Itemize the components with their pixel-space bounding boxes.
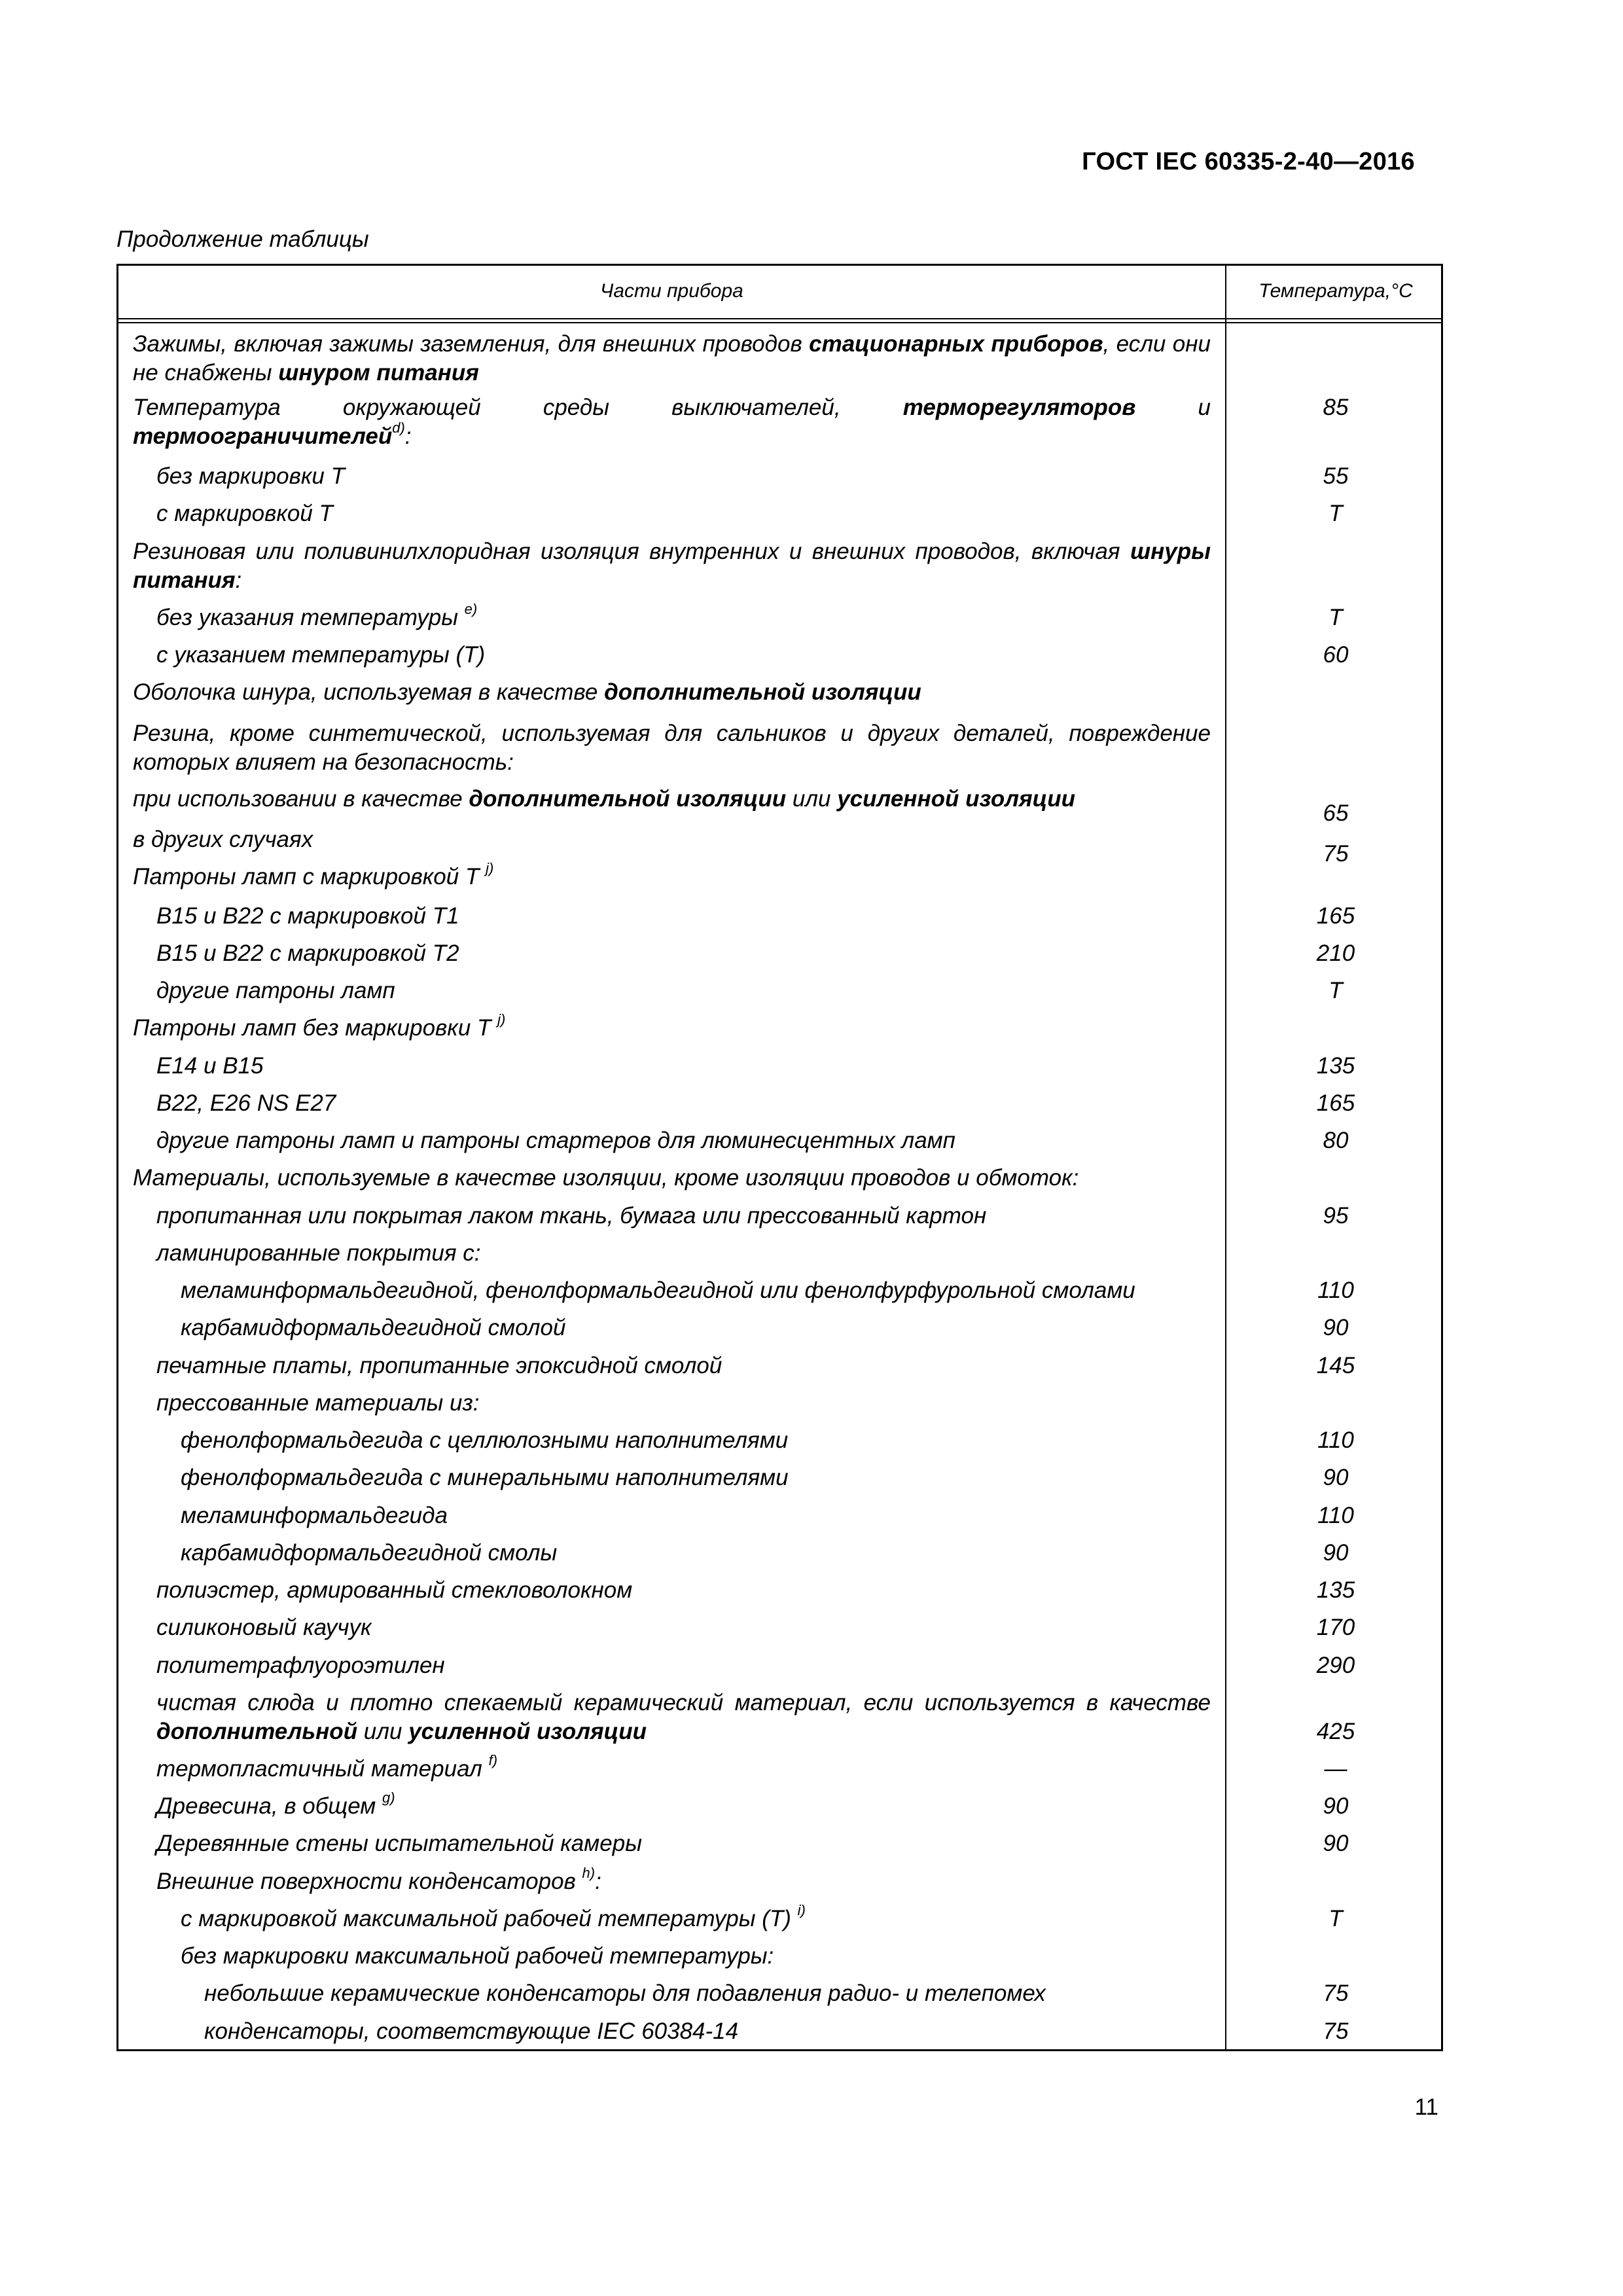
text-segment: B15 и B22 с маркировкой T1: [156, 903, 459, 929]
text-segment: Резиновая или поливинилхлоридная изоляция внутренних и внешних проводов, включая: [133, 539, 1130, 564]
defined-term: дополнительной изоляции: [604, 679, 921, 705]
cell-temperature: 110: [1317, 1427, 1354, 1453]
text-segment: термопластичный материал: [156, 1756, 489, 1782]
cell-temperature: 210: [1316, 941, 1355, 966]
text-segment: Резина, кроме синтетической, используемая для сальников и других деталей, повреждение которых влияет на безопасность:: [133, 721, 1211, 775]
defined-term: терморегуляторов: [902, 395, 1136, 420]
cell-temperature: 290: [1316, 1653, 1355, 1678]
cell-part: [156, 1202, 1211, 1230]
cell-part: [156, 1352, 1211, 1380]
header-divider: [118, 318, 1441, 319]
cell-part: [181, 1463, 1211, 1492]
cell-temperature: 90: [1323, 1465, 1349, 1490]
text-segment: и: [1135, 395, 1211, 420]
text-segment: другие патроны ламп и патроны стартеров для люминесцентных ламп: [156, 1128, 955, 1153]
defined-term: шнуром питания: [278, 360, 479, 386]
cell-part: [133, 1011, 1211, 1043]
text-segment: Зажимы, включая зажимы заземления, для внешних проводов: [133, 331, 810, 357]
text-segment: Деревянные стены испытательной камеры: [156, 1831, 642, 1856]
text-segment: Материалы, используемые в качестве изоляции, кроме изоляции проводов и обмоток:: [133, 1165, 1079, 1191]
cell-part: [156, 462, 1211, 491]
text-segment: без маркировки T: [156, 463, 345, 489]
cell-part: [156, 1752, 1211, 1784]
footnote-ref: j): [497, 1011, 506, 1028]
text-segment: E14 и B15: [156, 1053, 264, 1079]
cell-temperature: 60: [1323, 642, 1349, 668]
cell-temperature: 75: [1323, 841, 1349, 867]
cell-part: [156, 1651, 1211, 1680]
footnote-ref: h): [582, 1865, 596, 1882]
text-segment: меламинформальдегидной, фенолформальдегидной или фенолфурфурольной смолами: [181, 1278, 1135, 1303]
cell-temperature: 145: [1316, 1353, 1355, 1378]
cell-part: [156, 902, 1211, 931]
footnote-ref: j): [486, 860, 494, 877]
text-segment: или: [786, 786, 838, 812]
cell-part: [181, 1942, 1211, 1971]
defined-term: дополнительной изоляции: [469, 786, 787, 812]
footnote-ref: e): [464, 601, 478, 618]
cell-temperature: 75: [1323, 1981, 1349, 2006]
cell-part: [133, 330, 1211, 387]
cell-part: [181, 1539, 1211, 1568]
cell-part: [156, 939, 1211, 968]
cell-part: [156, 1089, 1211, 1118]
footnote-ref: f): [488, 1752, 498, 1769]
defined-term: дополнительной: [156, 1719, 358, 1744]
text-segment: ламинированные покрытия с:: [156, 1240, 481, 1266]
cell-part: [156, 1867, 1211, 1896]
cell-part: [204, 1979, 1211, 2008]
text-segment: с маркировкой максимальной рабочей температуры (T): [181, 1906, 798, 1931]
text-segment: , если они не снабжены: [133, 331, 1211, 386]
column-header-temperature: Температура,°C: [1258, 280, 1413, 302]
text-segment: без маркировки максимальной рабочей температуры:: [181, 1943, 774, 1969]
text-segment: при использовании в качестве: [133, 786, 469, 812]
text-segment: конденсаторы, соответствующие IEC 60384-14: [204, 2018, 739, 2044]
text-segment: в других случаях: [133, 827, 313, 852]
cell-temperature: 90: [1323, 1793, 1349, 1819]
text-segment: B22, E26 NS E27: [156, 1090, 336, 1116]
text-segment: B15 и B22 с маркировкой T2: [156, 941, 459, 966]
cell-part: [133, 678, 1211, 707]
cell-part: [156, 603, 1211, 632]
text-segment: :: [235, 567, 242, 593]
temperature-table: [116, 264, 1443, 2051]
cell-part: [133, 393, 1211, 451]
cell-temperature: 90: [1323, 1540, 1349, 1566]
text-segment: чистая слюда и плотно спекаемый керамический материал, если используется в качестве: [156, 1690, 1211, 1715]
text-segment: печатные платы, пропитанные эпоксидной смолой: [156, 1353, 722, 1378]
text-segment: Внешние поверхности конденсаторов: [156, 1869, 582, 1894]
text-segment: карбамидформальдегидной смолой: [181, 1315, 566, 1340]
cell-part: [181, 1426, 1211, 1455]
table-caption: Продолжение таблицы: [116, 226, 369, 252]
column-header-parts: Части прибора: [600, 280, 743, 302]
cell-part: [133, 1164, 1211, 1193]
cell-temperature: 170: [1316, 1615, 1355, 1640]
defined-term: термоограничителей: [133, 423, 393, 449]
cell-part: [181, 1501, 1211, 1530]
cell-temperature: 95: [1323, 1203, 1349, 1229]
defined-term: стационарных приборов: [809, 331, 1103, 357]
text-segment: политетрафлуороэтилен: [156, 1653, 445, 1678]
cell-part: [156, 977, 1211, 1005]
footnote-ref: d): [392, 420, 405, 437]
cell-temperature: 90: [1323, 1831, 1349, 1856]
cell-temperature: 135: [1316, 1577, 1355, 1603]
cell-part: [156, 1389, 1211, 1418]
cell-part: [156, 641, 1211, 670]
cell-temperature: T: [1329, 1906, 1343, 1931]
cell-temperature: 55: [1323, 463, 1349, 489]
cell-temperature: 80: [1323, 1128, 1349, 1153]
text-segment: :: [404, 423, 412, 449]
cell-part: [156, 1052, 1211, 1081]
text-segment: Патроны ламп без маркировки T: [133, 1015, 498, 1041]
text-segment: :: [595, 1869, 601, 1894]
cell-temperature: 110: [1317, 1503, 1354, 1528]
cell-temperature: —: [1324, 1756, 1347, 1782]
text-segment: с указанием температуры (T): [156, 642, 486, 668]
cell-temperature: 135: [1316, 1053, 1355, 1079]
document-code: ГОСТ IEC 60335-2-40—2016: [1082, 148, 1415, 175]
cell-part: [156, 1239, 1211, 1268]
cell-temperature: 425: [1316, 1719, 1355, 1744]
cell-part: [156, 1689, 1211, 1746]
cell-part: [181, 1314, 1211, 1342]
cell-part: [181, 1902, 1211, 1933]
cell-part: [156, 1576, 1211, 1605]
cell-temperature: 65: [1323, 800, 1349, 826]
cell-part: [133, 825, 1211, 854]
text-segment: пропитанная или покрытая лаком ткань, бумага или прессованный картон: [156, 1203, 987, 1229]
defined-term: шнуры питания: [133, 539, 1211, 593]
text-segment: Патроны ламп с маркировкой T: [133, 864, 486, 889]
cell-temperature: 165: [1316, 903, 1355, 929]
text-segment: фенолформальдегида с минеральными наполнителями: [181, 1465, 789, 1490]
cell-temperature: 110: [1317, 1278, 1354, 1303]
footnote-ref: g): [382, 1789, 395, 1806]
cell-temperature: T: [1329, 605, 1343, 630]
text-segment: Температура окружающей среды выключателей,: [133, 395, 903, 420]
text-segment: без указания температуры: [156, 605, 465, 630]
header-divider-double: [118, 322, 1441, 323]
cell-part: [133, 719, 1211, 777]
defined-term: усиленной изоляции: [837, 786, 1075, 812]
text-segment: с маркировкой T: [156, 501, 333, 526]
cell-part: [133, 537, 1211, 595]
text-segment: прессованные материалы из:: [156, 1390, 480, 1416]
text-segment: Древесина, в общем: [156, 1793, 383, 1819]
page-number: 11: [1414, 2094, 1438, 2120]
text-segment: или: [357, 1719, 409, 1744]
cell-part: [133, 860, 1211, 891]
cell-temperature: 85: [1323, 395, 1349, 420]
text-segment: силиконовый каучук: [156, 1615, 372, 1640]
cell-part: [181, 1276, 1211, 1305]
cell-part: [133, 785, 1211, 814]
cell-temperature: T: [1329, 501, 1343, 526]
cell-temperature: T: [1329, 978, 1343, 1003]
cell-temperature: 165: [1316, 1090, 1355, 1116]
cell-temperature: 75: [1323, 2018, 1349, 2044]
text-segment: другие патроны ламп: [156, 978, 395, 1003]
text-segment: фенолформальдегида с целлюлозными наполнителями: [181, 1427, 789, 1453]
cell-part: [156, 499, 1211, 528]
cell-part: [156, 1126, 1211, 1155]
cell-part: [204, 2017, 1211, 2046]
text-segment: карбамидформальдегидной смолы: [181, 1540, 558, 1566]
cell-temperature: 90: [1323, 1315, 1349, 1340]
footnote-ref: i): [797, 1902, 806, 1919]
defined-term: усиленной изоляции: [408, 1719, 647, 1744]
cell-part: [156, 1789, 1211, 1821]
text-segment: полиэстер, армированный стекловолокном: [156, 1577, 633, 1603]
text-segment: меламинформальдегида: [181, 1503, 448, 1528]
cell-part: [156, 1613, 1211, 1642]
text-segment: небольшие керамические конденсаторы для подавления радио- и телепомех: [204, 1981, 1046, 2006]
cell-part: [156, 1829, 1211, 1858]
text-segment: Оболочка шнура, используемая в качестве: [133, 679, 605, 705]
